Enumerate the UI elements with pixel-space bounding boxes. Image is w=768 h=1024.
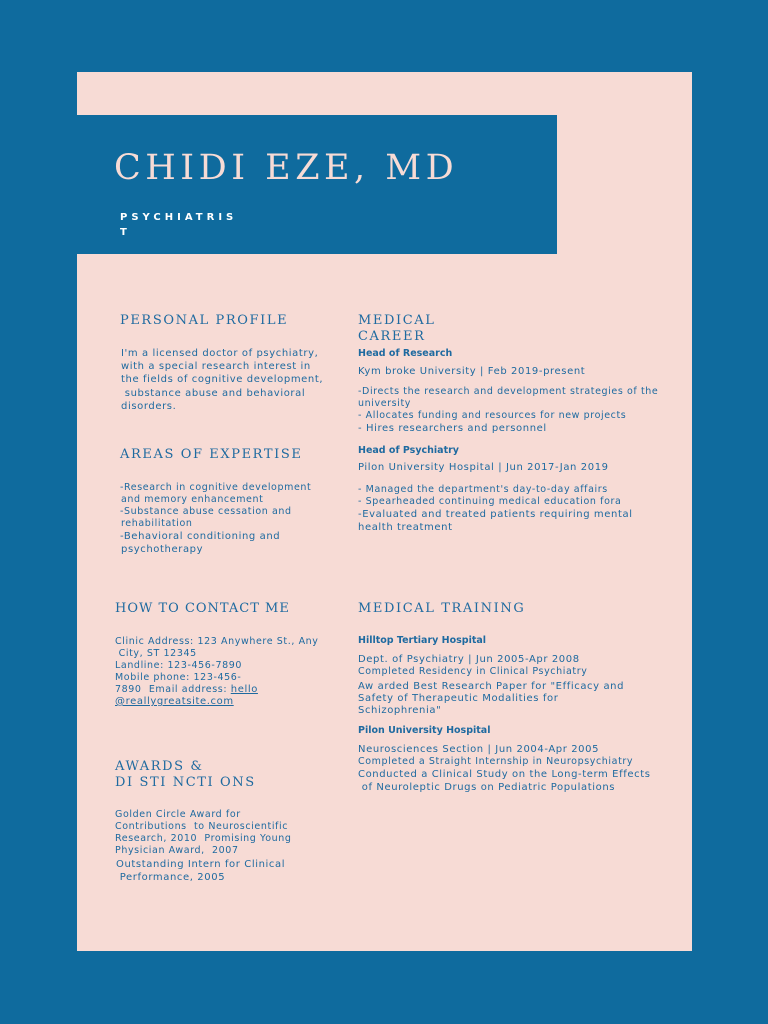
- candidate-title: PSYCHIATRIST: [120, 212, 238, 238]
- award-line: Golden Circle Award for: [115, 809, 241, 820]
- awards-heading-line: AWARDS &: [115, 759, 204, 774]
- career-heading-line: MEDICAL: [358, 313, 436, 328]
- job-duty: - Allocates funding and resources for new projects: [358, 410, 627, 421]
- contact-line: Clinic Address: 123 Anywhere St., Any: [115, 636, 319, 647]
- expertise-item: -Substance abuse cessation and: [120, 506, 292, 517]
- training-detail: Completed a Straight Internship in Neuropsychiatry: [358, 756, 634, 767]
- email-link-domain[interactable]: @reallygreatsite.com: [115, 696, 234, 707]
- job-duty: - Managed the department's day-to-day affairs: [358, 484, 608, 495]
- training-entry: [358, 724, 678, 794]
- training-note: Conducted a Clinical Study on the Long-term Effects: [358, 769, 651, 780]
- training-note: of Neuroleptic Drugs on Pediatric Populations: [358, 782, 616, 793]
- job-duty: - Spearheaded continuing medical education fora: [358, 496, 622, 507]
- award-line: Performance, 2005: [116, 872, 226, 883]
- contact-heading: HOW TO CONTACT ME: [115, 601, 290, 616]
- profile-text: [121, 347, 323, 413]
- contact-line: [115, 696, 319, 708]
- career-job: [358, 444, 678, 534]
- expertise-list-large: [120, 530, 280, 556]
- profile-heading: PERSONAL PROFILE: [120, 313, 289, 328]
- expertise-item: -Behavioral conditioning and: [120, 531, 281, 542]
- career-heading: [358, 313, 436, 345]
- job-org: Pilon University Hospital | Jun 2017-Jan 2019: [358, 462, 609, 473]
- award-line: Physician Award, 2007: [115, 845, 239, 856]
- expertise-item: rehabilitation: [121, 518, 193, 529]
- training-note: Schizophrenia": [358, 705, 442, 716]
- expertise-item: psychotherapy: [121, 544, 204, 555]
- training-entry: [358, 634, 678, 716]
- awards-heading-line: DI STI NCTI ONS: [115, 775, 256, 790]
- job-title: Head of Research: [358, 348, 453, 359]
- award-line: Research, 2010 Promising Young: [115, 833, 292, 844]
- award-line: Outstanding Intern for Clinical: [116, 859, 286, 870]
- training-detail: Completed Residency in Clinical Psychiatry: [358, 666, 588, 677]
- job-duty: -Directs the research and development strategies of the: [358, 386, 659, 397]
- training-heading: MEDICAL TRAINING: [358, 601, 526, 616]
- job-duty: health treatment: [358, 522, 453, 533]
- training-dept: Dept. of Psychiatry | Jun 2005-Apr 2008: [358, 654, 580, 665]
- training-org: Hilltop Tertiary Hospital: [358, 635, 487, 646]
- email-link[interactable]: hello: [230, 684, 258, 695]
- contact-line: City, ST 12345: [115, 648, 197, 659]
- contact-phone-end: 7890 Email address:: [115, 684, 231, 695]
- training-note: Safety of Therapeutic Modalities for: [358, 693, 559, 704]
- training-dept: Neurosciences Section | Jun 2004-Apr 2005: [358, 744, 600, 755]
- job-title: Head of Psychiatry: [358, 445, 460, 456]
- contact-line: Landline: 123-456-7890: [115, 660, 243, 671]
- awards-list: [115, 809, 291, 857]
- awards-list-large: [116, 858, 285, 884]
- contact-line: Mobile phone: 123-456-: [115, 672, 242, 683]
- contact-details: [115, 636, 319, 708]
- award-line: Contributions to Neuroscientific: [115, 821, 289, 832]
- profile-line: substance abuse and behavioral: [121, 387, 306, 399]
- candidate-name: CHIDI EZE, MD: [114, 148, 459, 188]
- career-job: [358, 347, 678, 435]
- job-duty: - Hires researchers and personnel: [358, 423, 547, 434]
- training-org: Pilon University Hospital: [358, 725, 491, 736]
- expertise-item: and memory enhancement: [121, 494, 264, 505]
- expertise-list: [120, 482, 311, 530]
- profile-line: disorders.: [121, 400, 177, 412]
- expertise-heading: AREAS OF EXPERTISE: [120, 447, 303, 462]
- profile-line: I'm a licensed doctor of psychiatry,: [121, 348, 319, 359]
- expertise-item: -Research in cognitive development: [120, 482, 312, 493]
- profile-line: the fields of cognitive development,: [121, 374, 324, 386]
- job-duty: university: [358, 398, 411, 409]
- contact-line: [115, 684, 319, 696]
- profile-line: with a special research interest in: [121, 361, 311, 373]
- job-duty: -Evaluated and treated patients requiring mental: [358, 509, 633, 520]
- job-org: Kym broke University | Feb 2019-present: [358, 366, 586, 377]
- career-heading-line: CAREER: [358, 329, 426, 344]
- awards-heading: [115, 759, 256, 791]
- training-note: Aw arded Best Research Paper for "Efficacy and: [358, 681, 625, 692]
